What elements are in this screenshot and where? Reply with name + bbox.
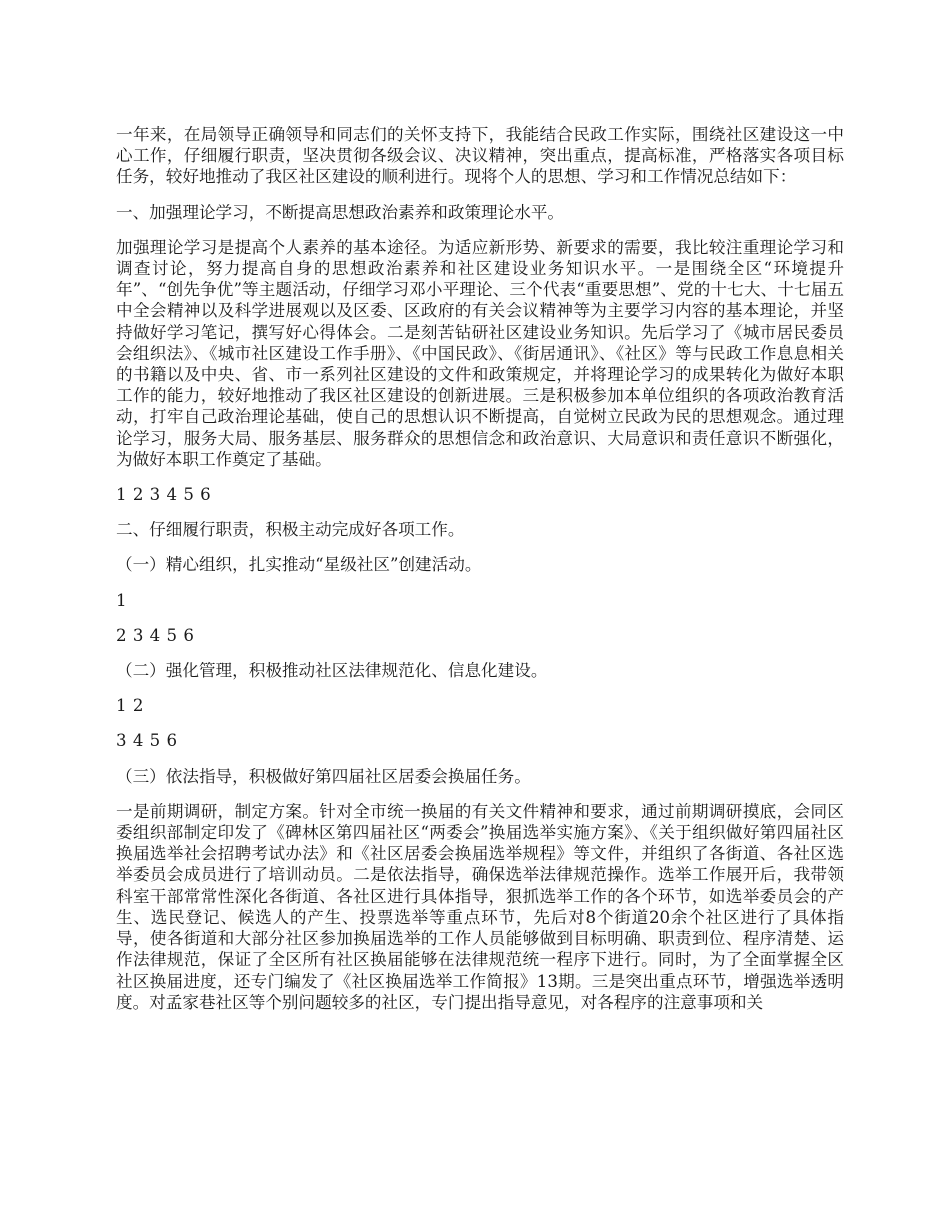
subsection-2-heading: （二）强化管理，积极推动社区法律规范化、信息化建设。 <box>116 661 548 681</box>
number-list-d: 1 2 <box>116 696 144 716</box>
subsection-3-paragraph: 一是前期调研，制定方案。针对全市统一换届的有关文件精神和要求，通过前期调研摸底，会同区委组织部制定印发了《碑林区第四届社区“两委会”换届选举实施方案》、《关于组织做好第四届社区换届选举社会招聘考试办法》和《社区居委会换届选举规程》等文件，并组织了各街道、各社区选举委员会成员进行了培训动员。二是依法指导，确保选举法律规范操作。选举工作展开后，我带领科室干部常常性深化各街道、各社区进行具体指导，狠抓选举工作的各个环节，如选举委员会的产生、选民登记、候选人的产生、投票选举等重点环节，先后对8个街道20余个社区进行了具体指导，使各街道和大部分社区参加换届选举的工作人员能够做到目标明确、职责到位、程序清楚、运作法律规范，保证了全区所有社区换届能够在法律规范统一程序下进行。同时，为了全面掌握全区社区换届进度，还专门编发了《社区换届选举工作简报》13期。三是突出重点环节，增强选举透明度。对孟家巷社区等个别问题较多的社区，专门提出指导意见，对各程序的注意事项和关 <box>116 801 844 1012</box>
number-list-e: 3 4 5 6 <box>116 731 178 751</box>
section-2-heading: 二、仔细履行职责，积极主动完成好各项工作。 <box>116 520 465 540</box>
intro-paragraph: 一年来，在局领导正确领导和同志们的关怀支持下，我能结合民政工作实际，围绕社区建设这一中心工作，仔细履行职责，坚决贯彻各级会议、决议精神，突出重点，提高标准，严格落实各项目标任务，较好地推动了我区社区建设的顺利进行。现将个人的思想、学习和工作情况总结如下： <box>116 125 844 187</box>
number-list-c: 2 3 4 5 6 <box>116 625 195 645</box>
section-1-paragraph: 加强理论学习是提高个人素养的基本途径。为适应新形势、新要求的需要，我比较注重理论学习和调查讨论，努力提高自身的思想政治素养和社区建设业务知识水平。一是围绕全区“环境提升年”、“创先争优”等主题活动，仔细学习邓小平理论、三个代表“重要思想”、党的十七大、十七届五中全会精神以及科学进展观以及区委、区政府的有关会议精神等为主要学习内容的基本理论，并坚持做好学习笔记，撰写好心得体会。二是刻苦钻研社区建设业务知识。先后学习了《城市居民委员会组织法》、《城市社区建设工作手册》、《中国民政》、《街居通讯》、《社区》等与民政工作息息相关的书籍以及中央、省、市一系列社区建设的文件和政策规定，并将理论学习的成果转化为做好本职工作的能力，较好地推动了我区社区建设的创新进展。三是积极参加本单位组织的各项政治教育活动，打牢自己政治理论基础，使自己的思想认识不断提高，自觉树立民政为民的思想观念。通过理论学习，服务大局、服务基层、服务群众的思想信念和政治意识、大局意识和责任意识不断强化，为做好本职工作奠定了基础。 <box>116 237 844 469</box>
document-page <box>116 124 844 1027</box>
section-1-heading: 一、加强理论学习，不断提高思想政治素养和政策理论水平。 <box>116 202 565 222</box>
number-list-b: 1 <box>116 590 128 610</box>
subsection-3-heading: （三）依法指导，积极做好第四届社区居委会换届任务。 <box>116 766 531 786</box>
subsection-1-heading: （一）精心组织，扎实推动“星级社区”创建活动。 <box>116 555 482 575</box>
number-list-a: 1 2 3 4 5 6 <box>116 485 212 505</box>
